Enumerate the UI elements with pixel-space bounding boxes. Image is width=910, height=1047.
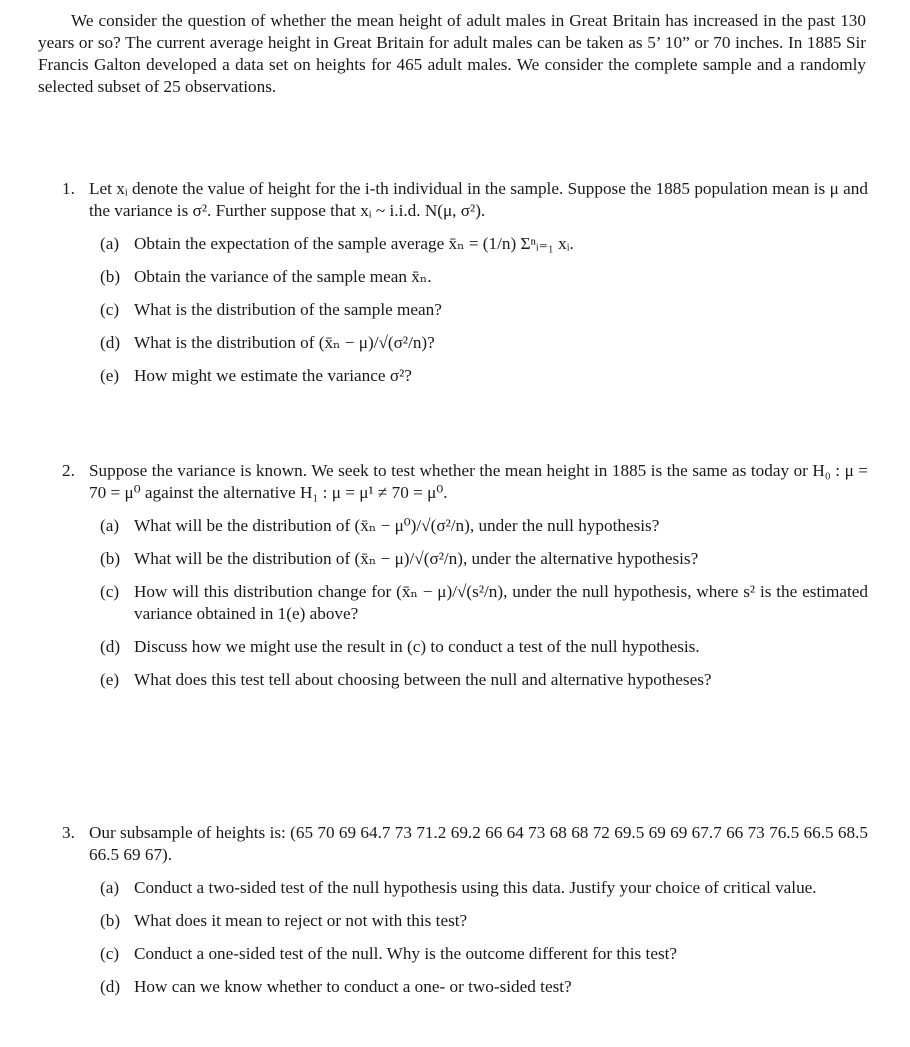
subquestion-text: Obtain the expectation of the sample average x̄ₙ = (1/n) Σⁿᵢ₌₁ xᵢ. [134,234,574,253]
subquestion-text: What will be the distribution of (x̄ₙ − μ⁰)/√(σ²/n), under the null hypothesis? [134,516,660,535]
subquestion-label: (a) [100,878,120,897]
subquestion [100,299,868,321]
question-number: 2. [62,461,75,480]
subquestion [100,976,868,998]
subquestion-text: What will be the distribution of (x̄ₙ − μ)/√(σ²/n), under the alternative hypothesis? [134,549,699,568]
subquestion [100,515,868,537]
subquestion-text: What is the distribution of (x̄ₙ − μ)/√(σ²/n)? [134,333,435,352]
intro-paragraph: We consider the question of whether the mean height of adult males in Great Britain has increased in the past 130 years or so? The current average height in Great Britain for adult males can be taken as 5’ 10” or 70 inches. In 1885 Sir Francis Galton developed a data set on heights for 465 adult males. We consider the complete sample and a randomly selected subset of 25 observations. [38,11,866,96]
subquestion-label: (e) [100,670,120,689]
subquestion-label: (d) [100,977,121,996]
question-1 [62,178,868,398]
subquestion-label: (b) [100,549,121,568]
subquestion [100,877,868,899]
subquestion-label: (c) [100,582,120,601]
subquestion-text: What is the distribution of the sample mean? [134,300,442,319]
question-2 [62,460,868,702]
subquestion-label: (d) [100,637,121,656]
subquestion-label: (c) [100,944,120,963]
subquestion [100,548,868,570]
question-3 [62,822,868,1009]
question-number: 3. [62,823,75,842]
subquestion-text: How might we estimate the variance σ²? [134,366,412,385]
subquestion [100,365,868,387]
subquestion-label: (e) [100,366,120,385]
question-stem: Suppose the variance is known. We seek to test whether the mean height in 1885 is the same as today or H₀ : μ = 70 = μ⁰ against the alternative H₁ : μ = μ¹ ≠ 70 = μ⁰. [89,461,868,502]
subquestion-text: Conduct a one-sided test of the null. Why is the outcome different for this test? [134,944,678,963]
question-stem: Let xᵢ denote the value of height for the i-th individual in the sample. Suppose the 1885 population mean is μ and the variance is σ². Further suppose that xᵢ ~ i.i.d. N(μ, σ²). [89,179,868,220]
subquestion-text: How can we know whether to conduct a one- or two-sided test? [134,977,572,996]
subquestion [100,266,868,288]
subquestion [100,669,868,691]
subquestion [100,233,868,255]
subquestion-label: (a) [100,234,120,253]
subquestion-text: Conduct a two-sided test of the null hypothesis using this data. Justify your choice of critical value. [134,878,817,897]
subquestion [100,910,868,932]
subquestion [100,581,868,625]
question-number: 1. [62,179,75,198]
subquestion-list [100,515,868,691]
subquestion [100,636,868,658]
question-stem: Our subsample of heights is: (65 70 69 64.7 73 71.2 69.2 66 64 73 68 68 72 69.5 69 69 67.7 66 73 76.5 66.5 68.5 66.5 69 67). [89,823,868,864]
subquestion-list [100,877,868,998]
subquestion-text: What does this test tell about choosing between the null and alternative hypotheses? [134,670,712,689]
subquestion-list [100,233,868,387]
subquestion-label: (b) [100,911,121,930]
subquestion-label: (c) [100,300,120,319]
subquestion-text: How will this distribution change for (x̄ₙ − μ)/√(s²/n), under the null hypothesis, where s² is the estimated variance obtained in 1(e) above? [134,582,868,623]
subquestion-text: Discuss how we might use the result in (c) to conduct a test of the null hypothesis. [134,637,700,656]
subquestion-text: Obtain the variance of the sample mean x̄ₙ. [134,267,432,286]
subquestion-label: (a) [100,516,120,535]
subquestion [100,332,868,354]
subquestion-label: (d) [100,333,121,352]
subquestion-text: What does it mean to reject or not with this test? [134,911,468,930]
subquestion [100,943,868,965]
subquestion-label: (b) [100,267,121,286]
